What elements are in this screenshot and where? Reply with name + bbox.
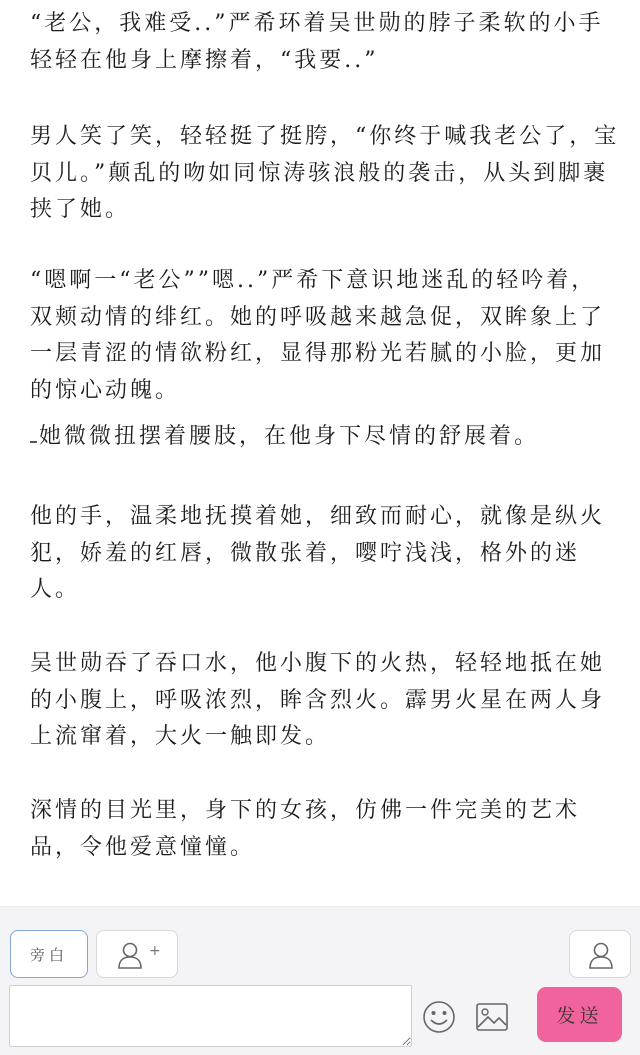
aside-button-label: 旁白 <box>29 945 68 964</box>
person-icon <box>117 941 143 969</box>
plus-label: + <box>149 943 161 959</box>
message-input[interactable] <box>9 985 412 1047</box>
person-icon <box>588 941 614 969</box>
add-role-button[interactable] <box>96 930 178 978</box>
composer-bar <box>0 906 640 1055</box>
story-paragraph: 她微微扭摆着腰肢，在他身下尽情的舒展着。 <box>39 424 540 449</box>
text-cursor <box>30 427 37 443</box>
image-icon[interactable] <box>475 1002 509 1032</box>
story-paragraph: 吴世勋吞了吞口水，他小腹下的火热，轻轻地抵在她的小腹上，呼吸浓烈，眸含烈火。霹男火星在两人身上流窜着，大火一触即发。 <box>30 651 606 749</box>
story-paragraph: “老公，我难受..”严希环着吴世勋的脖子柔软的小手轻轻在他身上摩擦着，“我要..” <box>30 11 604 73</box>
send-button[interactable] <box>537 987 622 1042</box>
smiley-icon[interactable] <box>422 1000 456 1034</box>
aside-button[interactable] <box>10 930 88 978</box>
send-button-label: 发送 <box>556 1005 603 1027</box>
story-paragraph-row <box>30 419 620 456</box>
profile-button[interactable] <box>569 930 631 978</box>
story-paragraph: 男人笑了笑，轻轻挺了挺胯，“你终于喊我老公了，宝贝儿。”颠乱的吻如同惊涛骇浪般的袭击，从头到脚裹挟了她。 <box>30 124 620 222</box>
story-paragraph: 深情的目光里，身下的女孩，仿佛一件完美的艺术品，令他爱意憧憧。 <box>30 798 581 860</box>
story-paragraph: “嗯啊一“老公””嗯..”严希下意识地迷乱的轻吟着，双颊动情的绯红。她的呼吸越来越急促，双眸象上了一层青涩的情欲粉红，显得那粉光若腻的小脸，更加的惊心动魄。 <box>30 268 606 403</box>
story-paragraph: 他的手，温柔地抚摸着她，细致而耐心，就像是纵火犯，娇羞的红唇，微散张着，嘤咛浅浅，格外的迷人。 <box>30 504 606 602</box>
